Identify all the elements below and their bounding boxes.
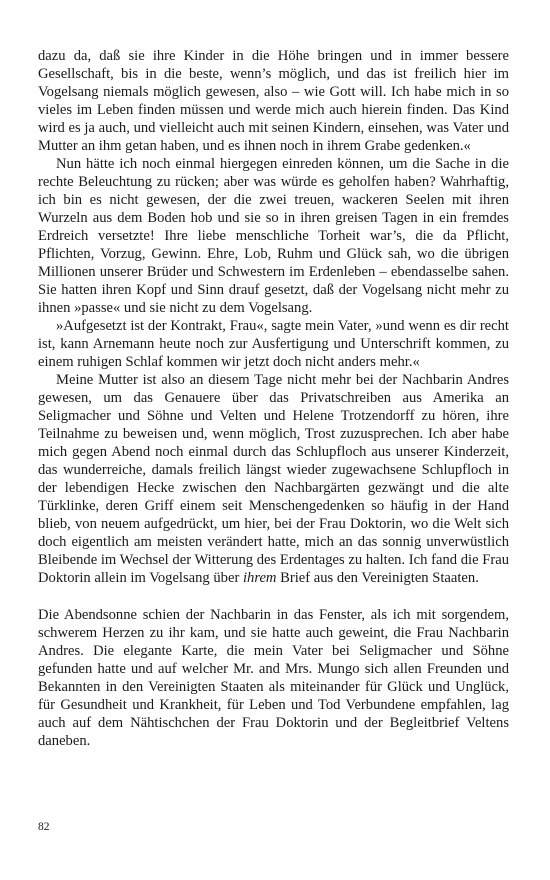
page-number: 82 [38, 821, 50, 833]
paragraph-4-body: Meine Mutter ist also an diesem Tage nicht mehr bei der Nachbarin Andres gewesen, um das Genauere über das Privatschreiben aus Amerika an Seligmacher und Söhne und Velten und Helene Trotzendorff zu hören, ihre Teilnahme zu beweisen und, wenn möglich, Trost zuzusprechen. Ich aber habe mich gegen Abend noch einmal durch das Schlupfloch aus unserer Kinderzeit, das wunderreiche, damals freilich längst wieder zugewachsene Schlupfloch in der lebendigen Hecke zwischen den Nachbargärten gezwängt und die alte Türklinke, deren Griff einem seit Menschengedenken so häufig in der Hand blieb, von neuem aufgedrückt, um hier, bei der Frau Doktorin, wo die Welt sich doch eigentlich am meisten verändert hatte, mich an das sonnig unverwüstlich Bleibende im Wechsel der Witterung des Erdentages zu halten. Ich fand die Frau Doktorin allein im Vogelsang über [38, 372, 509, 586]
paragraph-1: dazu da, daß sie ihre Kinder in die Höhe bringen und in immer bessere Gesellschaft, bis in die beste, wenn’s möglich, und das ist freilich hier im Vogelsang niemals möglich gewesen, also – wie Gott will. Ich habe mich in so vieles im Leben finden müssen und werde mich auch hierein finden. Das Kind wird es ja auch, und vielleicht auch mit seinen Kindern, einsehen, was Vater und Mutter an ihm getan haben, und es ihnen noch in ihrem Grabe gedenken.« [38, 48, 509, 154]
paragraph-5: Die Abendsonne schien der Nachbarin in das Fenster, als ich mit sorgendem, schwerem Herzen zu ihr kam, und sie hatte auch geweint, die Frau Nachbarin Andres. Die elegante Karte, die mein Vater bei Seligmacher und Söhne gefunden hatte und auf welcher Mr. and Mrs. Mungo sich allen Freunden und Bekannten in den Vereinigten Staaten als miteinander für Glück und Unglück, für Gesundheit und Krankheit, für Leben und Tod Verbundene empfahlen, lag auch auf dem Nähtischchen der Frau Doktorin und der Begleitbrief Veltens daneben. [38, 607, 509, 749]
page-text-block [38, 47, 509, 750]
emphasized-word: ihrem [242, 570, 277, 586]
section-break [38, 587, 509, 606]
paragraph-2: Nun hätte ich noch einmal hiergegen einreden können, um die Sache in die rechte Beleuchtung zu rücken; aber was würde es geholfen haben? Wahrhaftig, ich bin es nicht gewesen, der die zwei treuen, wackeren Seelen mit ihren Wurzeln aus dem Boden hob und sie so in ihren greisen Tagen in ein fremdes Erdreich versetzte! Ihre liebe menschliche Torheit war’s, die da Pflicht, Pflichten, Vorzug, Gewinn. Ehre, Lob, Ruhm und Glück sah, wo die übrigen Millionen unserer Brüder und Schwestern im Erdenleben – ebendasselbe sahen. Sie hatten ihren Kopf und Sinn drauf gesetzt, daß der Vogelsang nicht mehr zu ihnen »passe« und sie nicht zu dem Vogelsang. [38, 156, 509, 316]
paragraph-4-tail: Brief aus den Vereinigten Staaten. [276, 570, 479, 586]
paragraph-4 [38, 371, 509, 587]
paragraph-3: »Aufgesetzt ist der Kontrakt, Frau«, sagte mein Vater, »und wenn es dir recht ist, kann Arnemann heute noch zur Ausfertigung und Unterschrift kommen, zu einem ruhigen Schlaf kommen wir jetzt doch nicht anders mehr.« [38, 318, 509, 370]
